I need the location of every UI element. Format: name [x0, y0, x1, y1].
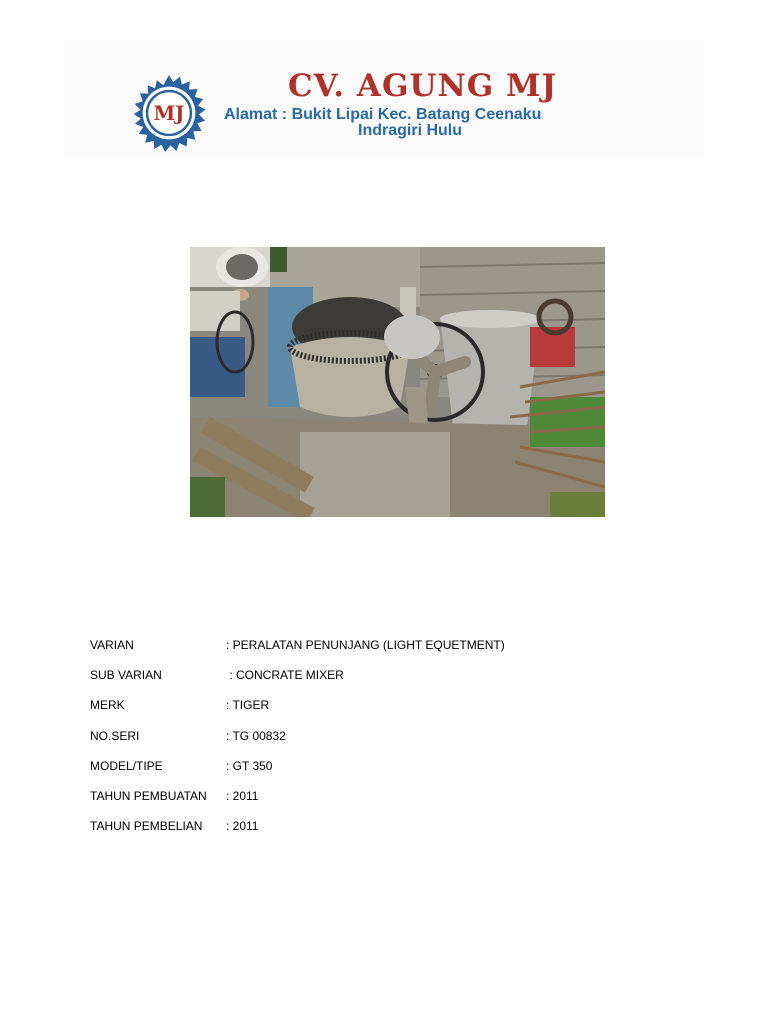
concrete-mixer-photo [190, 247, 605, 517]
specification-list [90, 636, 650, 847]
spec-row-varian [90, 636, 650, 666]
spec-label: TAHUN PEMBUATAN [90, 788, 207, 803]
spec-row-merk [90, 696, 650, 726]
spec-value: : PERALATAN PENUNJANG (LIGHT EQUETMENT) [226, 638, 505, 652]
spec-row-tahun-pembelian [90, 817, 650, 847]
spec-row-tahun-pembuatan [90, 787, 650, 817]
spec-label: TAHUN PEMBELIAN [90, 819, 203, 834]
spec-value: : TG 00832 [226, 728, 286, 743]
spec-label: MODEL/TIPE [90, 758, 163, 773]
company-name: CV. AGUNG MJ [288, 68, 558, 104]
company-logo [130, 74, 208, 152]
spec-row-model-tipe [90, 757, 650, 787]
spec-label: NO.SERI [90, 728, 140, 743]
spec-value: : 2011 [226, 788, 259, 803]
spec-row-no-seri [90, 727, 650, 757]
letterhead [64, 40, 704, 158]
spec-label: MERK [90, 698, 125, 713]
spec-label: SUB VARIAN [90, 668, 162, 683]
address-line-2: Indragiri Hulu [358, 122, 462, 139]
spec-value: : 2011 [226, 819, 259, 834]
spec-value: : TIGER [226, 698, 270, 713]
logo-text: MJ [153, 101, 185, 125]
spec-row-sub-varian [90, 666, 650, 696]
spec-value: : GT 350 [226, 758, 273, 773]
spec-label: VARIAN [90, 638, 134, 652]
address-line-1: Alamat : Bukit Lipai Kec. Batang Ceenaku [224, 106, 542, 123]
spec-value: : CONCRATE MIXER [226, 668, 344, 683]
